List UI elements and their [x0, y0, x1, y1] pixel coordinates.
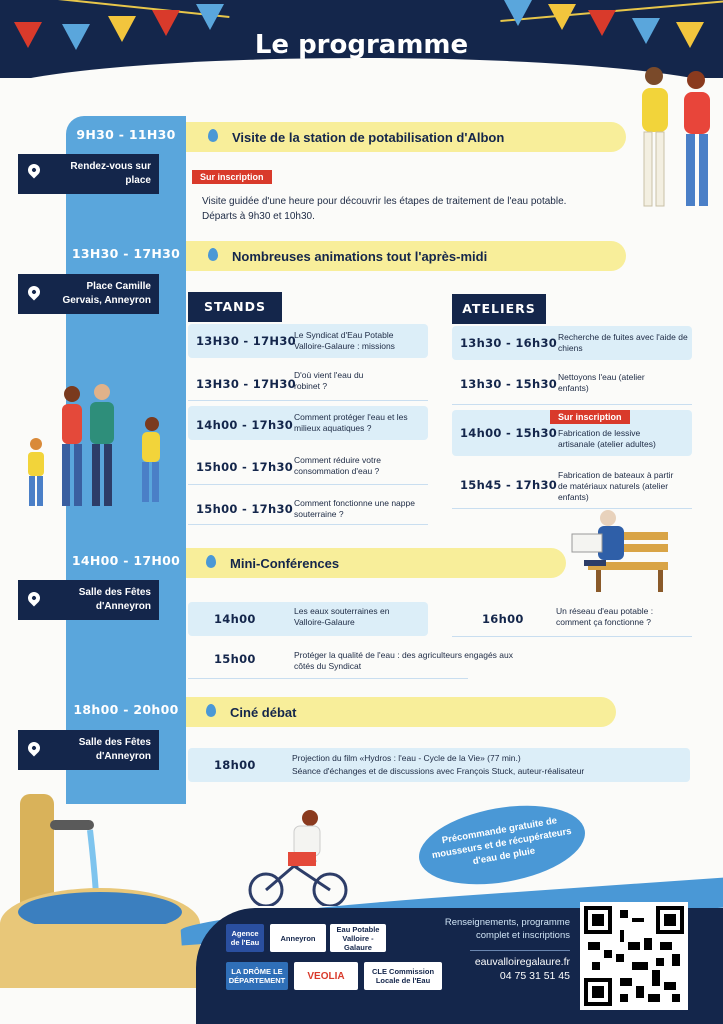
partner-logo: Agence de l'Eau	[226, 924, 264, 952]
atelier-text: Recherche de fuites avec l'aide de chiens	[558, 332, 688, 353]
time-slot-visit: 9H30 - 11H30	[76, 127, 176, 142]
location-label: Salle des Fêtes d'Anneyron	[78, 587, 151, 612]
row-divider	[452, 636, 692, 637]
footer-info: Renseignements, programme complet et inscriptions	[444, 917, 570, 941]
qr-code-icon[interactable]	[580, 902, 688, 1010]
family-walking-illustration	[14, 382, 174, 516]
atelier-time: 14h00 - 15h30	[460, 426, 558, 440]
atelier-text: Fabrication de lessive artisanale (atelier adultes)	[558, 428, 656, 449]
atelier-time: 15h45 - 17h30	[460, 478, 558, 492]
location-pin-icon	[26, 590, 43, 607]
cine-line-2: Séance d'échanges et de discussions avec François Stuck, auteur-réalisateur	[292, 766, 585, 776]
footer-divider	[470, 950, 570, 951]
partner-logo: VEOLIA	[294, 962, 358, 990]
bunting-flag-icon	[504, 0, 532, 26]
registration-tag: Sur inscription	[192, 170, 272, 184]
row-divider	[188, 678, 468, 679]
atelier-time: 13h30 - 15h30	[460, 377, 558, 391]
cine-line-1: Projection du film «Hydros : l'eau - Cycle de la Vie» (77 min.)	[292, 753, 521, 763]
location-badge	[18, 730, 159, 770]
conference-time: 15h00	[214, 652, 256, 666]
stand-time: 13H30 - 17H30	[196, 334, 296, 348]
water-drop-icon	[208, 129, 218, 142]
event-description: Visite guidée d'une heure pour découvrir les étapes de traitement de l'eau potable. Départs à 9h30 et 10h30.	[202, 196, 567, 222]
location-label: Salle des Fêtes d'Anneyron	[78, 737, 151, 762]
reader-on-bench-illustration	[568, 508, 670, 594]
conference-text: Protéger la qualité de l'eau : des agriculteurs engagés aux côtés du Syndicat	[294, 650, 513, 671]
registration-tag: Sur inscription	[550, 410, 630, 424]
conference-time: 16h00	[482, 612, 524, 626]
water-drop-icon	[206, 555, 216, 568]
footer-phone: 04 75 31 51 45	[499, 970, 570, 982]
stand-text: Le Syndicat d'Eau Potable Valloire-Galaure : missions	[294, 330, 395, 351]
water-drop-icon	[208, 248, 218, 261]
bunting-flag-icon	[548, 4, 576, 30]
event-title-animations: Nombreuses animations tout l'après-midi	[232, 249, 488, 264]
location-pin-icon	[26, 284, 43, 301]
location-pin-icon	[26, 740, 43, 757]
stand-time: 14h00 - 17h30	[196, 418, 294, 432]
location-badge	[18, 274, 159, 314]
stand-time: 15h00 - 17h30	[196, 502, 294, 516]
row-divider	[188, 524, 428, 525]
event-title-conferences: Mini-Conférences	[230, 556, 340, 571]
stand-time: 15h00 - 17h30	[196, 460, 294, 474]
partner-logo: CLE Commission Locale de l'Eau	[364, 962, 442, 990]
stand-text: Comment protéger l'eau et les milieux aquatiques ?	[294, 412, 408, 433]
time-slot-conferences: 14H00 - 17H00	[71, 553, 181, 568]
promo-text: Précommande gratuite de mousseurs et de récupérateurs d'eau de pluie	[431, 815, 573, 868]
stand-text: Comment fonctionne une nappe souterraine ?	[294, 498, 415, 519]
time-slot-animations: 13H30 - 17H30	[71, 246, 181, 261]
water-drop-icon	[206, 704, 216, 717]
bunting-flag-icon	[196, 4, 224, 30]
stand-text: Comment réduire votre consommation d'eau ?	[294, 455, 381, 476]
partner-logo: LA DRÔME LE DÉPARTEMENT	[226, 962, 288, 990]
time-slot-cine: 18h00 - 20h00	[73, 702, 179, 717]
stand-text: D'où vient l'eau du robinet ?	[294, 370, 364, 391]
location-badge	[18, 580, 159, 620]
partner-logo: Eau Potable Valloire - Galaure	[330, 924, 386, 952]
event-title-visit: Visite de la station de potabilisation d'Albon	[232, 130, 505, 145]
row-divider	[452, 404, 692, 405]
page-title: Le programme	[254, 30, 469, 60]
footer-website[interactable]: eauvalloiregalaure.fr	[474, 956, 570, 968]
atelier-text: Nettoyons l'eau (atelier enfants)	[558, 372, 645, 393]
stand-time: 13H30 - 17H30	[196, 377, 296, 391]
event-title-cine: Ciné débat	[230, 705, 297, 720]
walking-couple-illustration	[626, 60, 722, 216]
conference-text: Les eaux souterraines en Valloire-Galaure	[294, 606, 390, 627]
cine-time: 18h00	[214, 758, 256, 772]
atelier-time: 13h30 - 16h30	[460, 336, 558, 350]
location-pin-icon	[26, 162, 43, 179]
partner-logo: Anneyron	[270, 924, 326, 952]
row-divider	[188, 400, 428, 401]
conference-text: Un réseau d'eau potable : comment ça fonctionne ?	[556, 606, 654, 627]
row-divider	[188, 484, 428, 485]
atelier-text: Fabrication de bateaux à partir de matériaux naturels (atelier enfants)	[558, 470, 674, 502]
location-label: Rendez-vous sur place	[70, 161, 151, 186]
conference-time: 14h00	[214, 612, 256, 626]
location-label: Place Camille Gervais, Anneyron	[62, 281, 151, 306]
ateliers-heading: ATELIERS	[452, 294, 546, 324]
stands-heading: STANDS	[188, 292, 282, 322]
location-badge	[18, 154, 159, 194]
